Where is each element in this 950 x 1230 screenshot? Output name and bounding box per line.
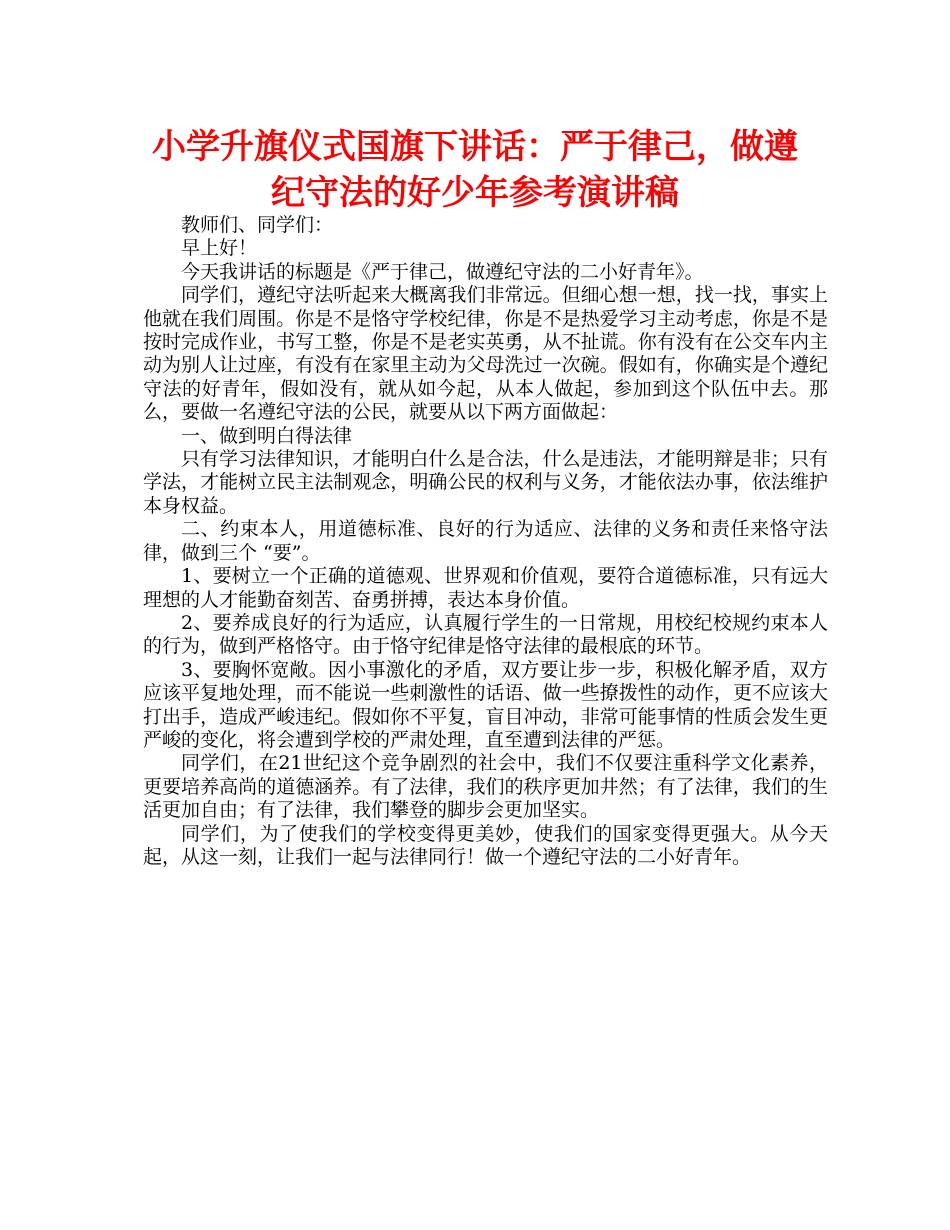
paragraph-point-3: 3、要胸怀宽敞。因小事激化的矛盾，双方要让步一步，积极化解矛盾，双方应该平复地处理，而不能说一些刺激性的话语、做一些撩拨性的动作，更不应该大打出手，造成严峻违纪。假如你不平复，盲目冲动，非常可能事情的性质会发生更严峻的变化，将会遭到学校的严肃处理，直至遭到法律的严惩。: [143, 658, 828, 751]
paragraph-heading-2: 二、约束本人，用道德标准、良好的行为适应、法律的义务和责任来恪守法律，做到三个 “要”。: [143, 518, 828, 564]
document-body: [143, 214, 828, 869]
paragraph-century: 同学们，在21世纪这个竞争剧烈的社会中，我们不仅要注重科学文化素养，更要培养高尚的道德涵养。有了法律，我们的秩序更加井然；有了法律，我们的生活更加自由；有了法律，我们攀登的脚步会更加坚实。: [143, 752, 828, 822]
document-title: 小学升旗仪式国旗下讲话：严于律己，做遵纪守法的好少年参考演讲稿: [152, 127, 798, 213]
paragraph-topic: 今天我讲话的标题是《严于律己，做遵纪守法的二小好青年》。: [181, 260, 704, 283]
paragraph-intro: 同学们，遵纪守法听起来大概离我们非常远。但细心想一想，找一找，事实上他就在我们周围。你是不是恪守学校纪律，你是不是热爱学习主动考虑，你是不是按时完成作业，书写工整，你是不是老实英勇，从不扯谎。你有没有在公交车内主动为别人让过座，有没有在家里主动为父母洗过一次碗。假如有，你确实是个遵纪守法的好青年，假如没有，就从如今起，从本人做起，参加到这个队伍中去。那么，要做一名遵纪守法的公民，就要从以下两方面做起：: [143, 284, 828, 424]
paragraph-heading-1: 一、做到明白得法律: [181, 424, 353, 447]
paragraph-greeting: 教师们、同学们：: [181, 214, 334, 236]
paragraph-point-2: 2、要养成良好的行为适应，认真履行学生的一日常规，用校纪校规约束本人的行为，做到严格恪守。由于恪守纪律是恪守法律的最根底的环节。: [143, 611, 828, 658]
paragraph-closing: 同学们，为了使我们的学校变得更美妙，使我们的国家变得更强大。从今天起，从这一刻，让我们一起与法律同行！做一个遵纪守法的二小好青年。: [143, 822, 828, 868]
paragraph-point-1: 1、要树立一个正确的道德观、世界观和价值观，要符合道德标准，只有远大理想的人才能勤奋刻苦、奋勇拼搏，表达本身价值。: [143, 565, 828, 611]
paragraph-law-knowledge: 只有学习法律知识，才能明白什么是合法，什么是违法，才能明辩是非；只有学法，才能树立民主法制观念，明确公民的权利与义务，才能依法办事，依法维护本身权益。: [143, 448, 828, 517]
paragraph-morning: 早上好！: [181, 237, 258, 260]
